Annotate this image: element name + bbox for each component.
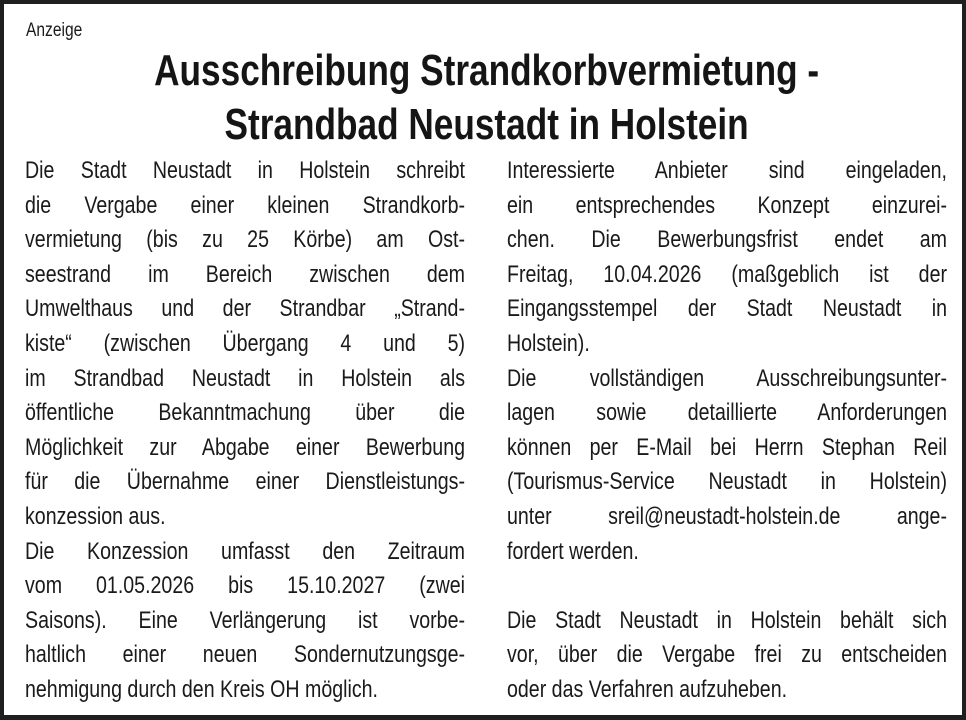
text-line bbox=[507, 396, 947, 431]
text-line-content: öffentliche Bekanntmachung über die bbox=[25, 399, 465, 427]
text-line-content: seestrand im Bereich zwischen dem bbox=[25, 260, 465, 288]
text-line-content: Die Stadt Neustadt in Holstein schreibt bbox=[25, 157, 465, 184]
text-line bbox=[507, 189, 947, 224]
text-line-content: fordert werden. bbox=[507, 537, 639, 565]
text-line bbox=[507, 223, 947, 258]
text-line bbox=[25, 431, 465, 466]
text-line bbox=[507, 569, 947, 604]
text-line bbox=[507, 327, 859, 362]
text-line bbox=[25, 327, 465, 362]
text-line-content: Freitag, 10.04.2026 (maßgeblich ist der bbox=[507, 260, 947, 288]
ad-title-line-1 bbox=[4, 46, 966, 96]
text-line-content: Die Stadt Neustadt in Holstein behält sich bbox=[507, 606, 947, 634]
text-line bbox=[507, 673, 859, 708]
text-line bbox=[507, 535, 859, 570]
text-line-content: vom 01.05.2026 bis 15.10.2027 (zwei bbox=[25, 572, 465, 600]
text-line bbox=[507, 431, 947, 466]
text-line bbox=[25, 362, 465, 397]
text-line-content: können per E-Mail bei Herrn Stephan Reil bbox=[507, 433, 947, 461]
text-line bbox=[25, 223, 465, 258]
text-line bbox=[25, 535, 465, 570]
text-line-content: unter sreil@neustadt-holstein.de ange- bbox=[507, 502, 947, 530]
text-line-content: Umwelthaus und der Strandbar „Strand- bbox=[25, 295, 465, 323]
text-line-content: ein entsprechendes Konzept einzurei- bbox=[507, 191, 947, 219]
ad-title-text-2: Strandbad Neustadt in Holstein bbox=[224, 100, 750, 149]
ad-label: Anzeige bbox=[26, 20, 83, 41]
text-line-content: Die vollständigen Ausschreibungsunter- bbox=[507, 364, 947, 392]
text-line bbox=[507, 638, 947, 673]
text-line bbox=[507, 154, 947, 189]
text-line bbox=[25, 569, 465, 604]
text-line bbox=[25, 189, 465, 224]
text-line-content: Holstein). bbox=[507, 329, 590, 357]
text-line-content: oder das Verfahren aufzuheben. bbox=[507, 675, 788, 703]
text-line-content: nehmigung durch den Kreis OH möglich. bbox=[25, 675, 378, 703]
text-line-content: Möglichkeit zur Abgabe einer Bewerbung bbox=[25, 433, 465, 461]
text-line-content: Interessierte Anbieter sind eingeladen, bbox=[507, 157, 947, 184]
text-line-content: Die Konzession umfasst den Zeitraum bbox=[25, 537, 465, 565]
text-line bbox=[507, 292, 947, 327]
text-line bbox=[507, 500, 947, 535]
text-line bbox=[25, 604, 465, 639]
text-line bbox=[25, 154, 465, 189]
text-line bbox=[25, 465, 465, 500]
text-line bbox=[507, 362, 947, 397]
right-text-column bbox=[507, 154, 947, 708]
text-line-content: vermietung (bis zu 25 Körbe) am Ost- bbox=[25, 226, 465, 254]
text-line-content: im Strandbad Neustadt in Holstein als bbox=[25, 364, 465, 392]
text-line bbox=[25, 258, 465, 293]
text-line-content: Saisons). Eine Verlängerung ist vorbe- bbox=[25, 606, 465, 634]
text-line bbox=[507, 258, 947, 293]
text-line-content: vor, über die Vergabe frei zu entscheiden bbox=[507, 641, 947, 669]
text-line-content: lagen sowie detaillierte Anforderungen bbox=[507, 399, 947, 427]
text-line-content: (Tourismus-Service Neustadt in Holstein) bbox=[507, 468, 947, 496]
text-line bbox=[25, 638, 465, 673]
text-line-content: chen. Die Bewerbungsfrist endet am bbox=[507, 226, 947, 254]
text-line-content: konzession aus. bbox=[25, 502, 166, 530]
text-line bbox=[25, 396, 465, 431]
text-line bbox=[25, 292, 465, 327]
text-line-content: für die Übernahme einer Dienstleistungs- bbox=[25, 468, 465, 496]
text-line bbox=[25, 500, 377, 535]
text-line-content: kiste“ (zwischen Übergang 4 und 5) bbox=[25, 329, 465, 357]
left-text-column bbox=[25, 154, 465, 708]
text-line bbox=[507, 604, 947, 639]
text-line-content: Eingangsstempel der Stadt Neustadt in bbox=[507, 295, 947, 323]
ad-title-text-1: Ausschreibung Strandkorbvermietung - bbox=[154, 46, 820, 95]
ad-title-line-2 bbox=[4, 100, 966, 150]
text-line-content: haltlich einer neuen Sondernutzungsge- bbox=[25, 641, 465, 669]
text-line bbox=[25, 673, 377, 708]
text-line bbox=[507, 465, 947, 500]
text-line-content: die Vergabe einer kleinen Strandkorb- bbox=[25, 191, 465, 219]
